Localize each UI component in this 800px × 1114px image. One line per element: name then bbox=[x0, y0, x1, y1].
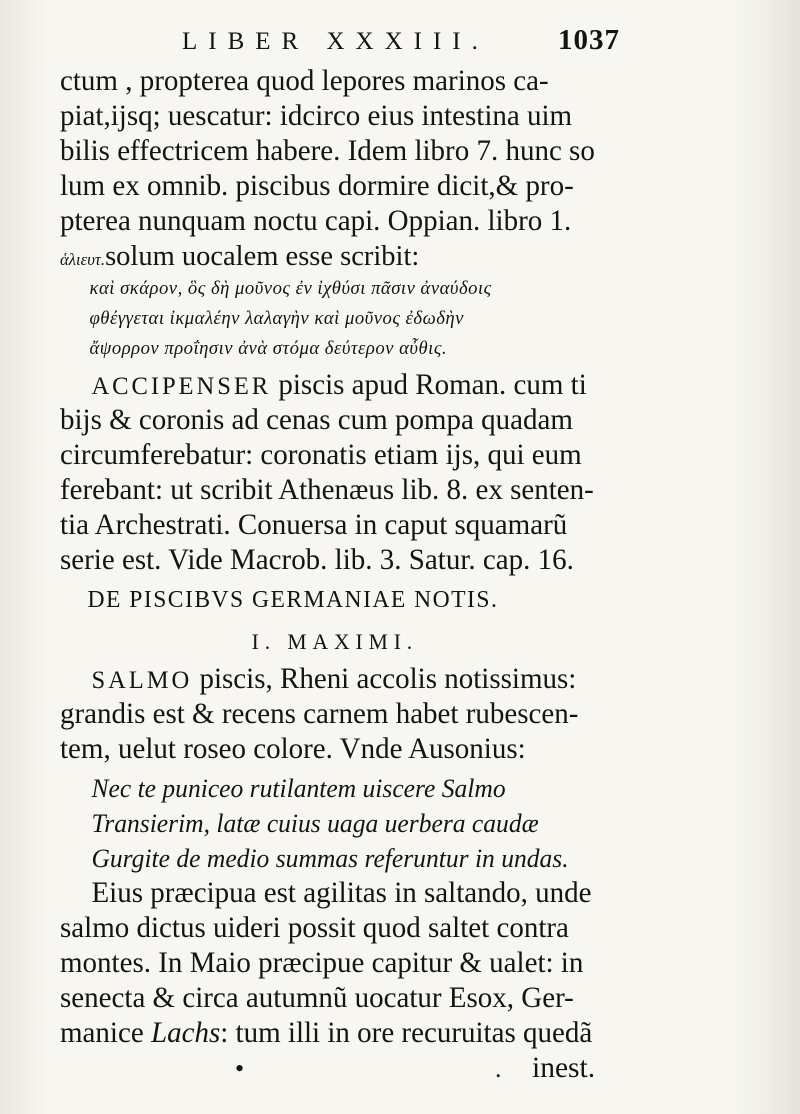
ink-dot: • bbox=[235, 1054, 245, 1083]
text-line: grandis est & recens carnem habet rubescen- bbox=[60, 698, 579, 730]
text-line: serie est. Vide Macrob. lib. 3. Satur. cap. 16. bbox=[60, 544, 574, 576]
text-run: : tum illi in ore recuruitas quedã bbox=[220, 1017, 593, 1049]
text-line bbox=[60, 662, 630, 697]
greek-verse-line: φθέγγεται ἰκμαλέην λαλαγὴν καὶ μοῦνος ἐδωδὴν bbox=[89, 308, 464, 329]
entry-lead-word: SALMO bbox=[91, 667, 193, 694]
text-line bbox=[60, 1016, 630, 1051]
greek-verse-line: ἄψορρον προΐησιν ἀνὰ στόμα δεύτερον αὖθις. bbox=[89, 338, 448, 359]
text-line: bijs & coronis ad cenas cum pompa quadam bbox=[60, 404, 573, 436]
text-line bbox=[60, 239, 630, 274]
text-line: Eius præcipua est agilitas in saltando, unde bbox=[91, 877, 592, 909]
verse-line: Nec te puniceo rutilantem uiscere Salmo bbox=[91, 774, 506, 803]
text-line: senecta & circa autumnũ uocatur Esox, Ger- bbox=[60, 982, 574, 1014]
page-header bbox=[150, 24, 620, 64]
entry-lead-word: ACCIPENSER bbox=[91, 373, 272, 400]
text-line bbox=[60, 368, 630, 403]
text-line: lum ex omnib. piscibus dormire dicit,& pro- bbox=[60, 170, 574, 202]
running-head: LIBER XXXIII. bbox=[182, 28, 489, 55]
italic-word: Lachs bbox=[150, 1017, 221, 1049]
text-line: tia Archestrati. Conuersa in caput squamarũ bbox=[60, 509, 568, 541]
text-line: tem, uelut roseo colore. Vnde Ausonius: bbox=[60, 733, 526, 765]
catchword-line bbox=[60, 1051, 640, 1086]
text-run: manice bbox=[60, 1017, 151, 1049]
text-run: piscis, Rheni accolis notissimus: bbox=[192, 663, 577, 695]
verse-line: Transierim, latæ cuius uaga uerbera caudæ bbox=[91, 809, 539, 838]
text-block bbox=[60, 64, 640, 1086]
text-run: solum uocalem esse scribit: bbox=[105, 240, 420, 272]
text-line: ferebant: ut scribit Athenæus lib. 8. ex senten- bbox=[60, 474, 594, 506]
text-line: montes. In Maio præcipue capitur & ualet: in bbox=[60, 947, 584, 979]
catchword: inest. bbox=[532, 1052, 596, 1084]
text-line: piat,ijsq; uescatur: idcirco eius intestina uim bbox=[60, 100, 573, 132]
greek-title: ἁλιευτ. bbox=[60, 250, 106, 269]
text-line: salmo dictus uideri possit quod saltet contra bbox=[60, 912, 569, 944]
sub-heading: I. MAXIMI. bbox=[251, 629, 419, 654]
ink-dot: . bbox=[495, 1054, 502, 1083]
text-line: bilis effectricem habere. Idem libro 7. hunc so bbox=[60, 135, 595, 167]
verse-line: Gurgite de medio summas referuntur in undas. bbox=[91, 844, 569, 873]
greek-verse-line: καὶ σκάρον, ὃς δὴ μοῦνος ἐν ἰχθύσι πᾶσιν ἀναύδοις bbox=[89, 278, 492, 299]
text-run: piscis apud Roman. cum ti bbox=[271, 369, 587, 401]
text-line: pterea nunquam noctu capi. Oppian. libro 1. bbox=[60, 205, 572, 237]
text-line: circumferebatur: coronatis etiam ijs, qui eum bbox=[60, 439, 582, 471]
page-number: 1037 bbox=[558, 24, 620, 56]
text-line: ctum , propterea quod lepores marinos ca- bbox=[60, 65, 549, 97]
section-heading: DE PISCIBVS GERMANIAE NOTIS. bbox=[87, 587, 499, 613]
